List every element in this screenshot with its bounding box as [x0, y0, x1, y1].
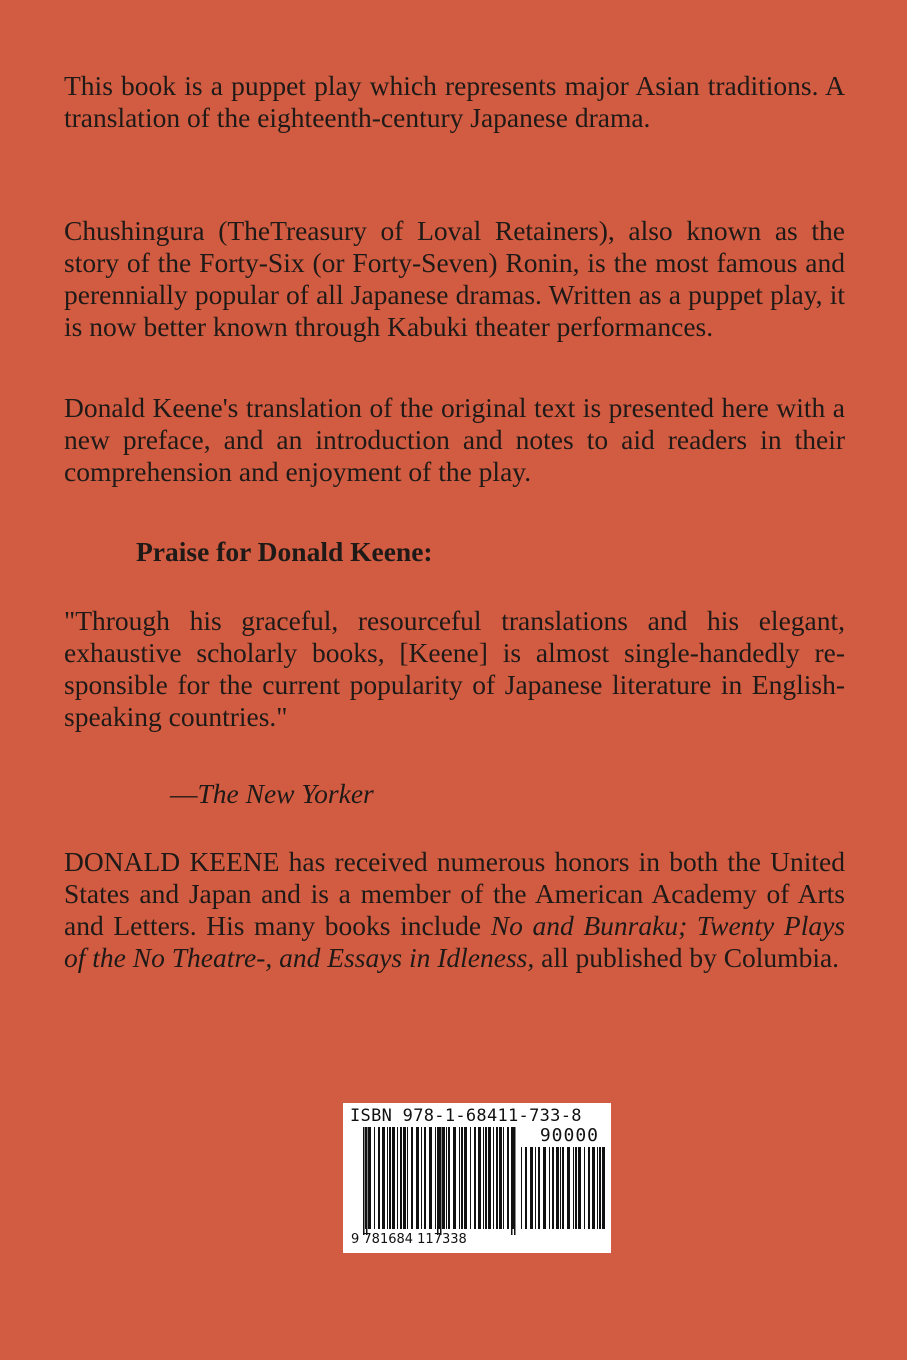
barcode-bar: [374, 1127, 375, 1229]
barcode-guard-bar: [363, 1127, 365, 1235]
barcode-bar: [530, 1147, 533, 1229]
barcode-bar: [448, 1127, 450, 1229]
barcode-bar: [464, 1127, 467, 1229]
barcode-bar: [573, 1147, 574, 1229]
barcode-bar: [435, 1127, 436, 1229]
barcode-bar: [496, 1127, 498, 1229]
barcode-bar: [389, 1127, 391, 1229]
barcode-guard-bar: [514, 1127, 516, 1235]
barcode-bar: [549, 1147, 550, 1229]
barcode-bar: [535, 1147, 536, 1229]
author-bio: [64, 846, 845, 974]
barcode-guard-bar: [440, 1127, 442, 1235]
barcode-bar: [387, 1127, 388, 1229]
barcode-bar: [556, 1147, 559, 1229]
barcode-bar: [453, 1127, 456, 1229]
barcode-bar: [424, 1127, 426, 1229]
barcode-bar: [488, 1127, 491, 1229]
barcode-bar: [421, 1127, 422, 1229]
description-paragraph-2: Chushingura (TheTreasury of Loval Retainers), also known as the story of the Forty-Six (or Forty-Seven) Ronin, is the most famous and perennially popular of all Japanese dramas. Written as a puppet play, it is now better known through Kabuki theater performances.: [64, 215, 845, 342]
barcode-guard-bar: [511, 1127, 513, 1235]
attribution-source: The New Yorker: [197, 778, 374, 809]
barcode-bar: [461, 1127, 463, 1229]
barcode-guard-bar: [437, 1127, 439, 1235]
barcode-bar: [442, 1127, 445, 1229]
barcode-bar: [560, 1147, 561, 1229]
barcode-bar: [407, 1127, 408, 1229]
barcode-bar: [578, 1147, 581, 1229]
praise-heading: Praise for Donald Keene:: [136, 536, 433, 567]
barcode-bar: [400, 1127, 402, 1229]
isbn-number: ISBN 978-1-68411-733-8: [350, 1106, 582, 1126]
description-paragraph-3: Donald Keene's translation of the original text is presented here with a new preface, and an introduction and notes to aid readers in their comprehension and enjoyment of the play.: [64, 392, 845, 487]
quote-attribution: [170, 778, 374, 810]
barcode-bar: [416, 1127, 419, 1229]
barcode-bar: [552, 1147, 554, 1229]
bio-book-titles: No and Bunraku; Twenty Plays of the No Theatre-, and Essays in Idleness,: [64, 910, 846, 973]
barcode-bar: [575, 1147, 577, 1229]
barcode-bar: [483, 1127, 484, 1229]
barcode-bar: [503, 1127, 504, 1229]
barcode-bar: [474, 1127, 476, 1229]
description-paragraph-1: This book is a puppet play which represents major Asian traditions. A translation of the eighteenth-century Japanese drama.: [64, 70, 845, 133]
barcode-bar: [411, 1127, 413, 1229]
barcode-digits: 9 781684 117338: [351, 1232, 467, 1247]
barcode-bar: [525, 1147, 527, 1229]
barcode-bar: [507, 1127, 509, 1229]
barcode-bar: [397, 1127, 398, 1229]
barcode-bar: [478, 1127, 481, 1229]
barcode-bar: [597, 1147, 598, 1229]
barcode-bar: [470, 1127, 471, 1229]
barcode-bar: [588, 1147, 590, 1229]
barcode-bar: [562, 1147, 564, 1229]
barcode-bar: [403, 1127, 406, 1229]
barcode-bar: [538, 1147, 540, 1229]
barcode-bar: [368, 1127, 371, 1229]
barcode-bar: [499, 1127, 502, 1229]
barcode-bar: [378, 1127, 380, 1229]
barcode-bar: [382, 1127, 385, 1229]
barcode-bar: [485, 1127, 487, 1229]
barcode-bar: [592, 1147, 595, 1229]
bio-text-start: DONALD KEENE has received numerous honors in both the United States and Japan and is a member of the American Academy of Arts and Letters. His many books include: [64, 846, 845, 941]
barcode-guard-bar: [366, 1127, 368, 1235]
bio-text-end: all published by Columbia.: [534, 942, 840, 973]
praise-quote: "Through his graceful, resourceful translations and his elegant, exhaustive scholarly books, [Keene] is almost single-handedly responsible for the current popularity of Japanese literature in English-speaking countries.": [64, 605, 845, 732]
barcode-bar: [567, 1147, 570, 1229]
barcode-bar: [602, 1147, 605, 1229]
barcode-bar: [392, 1127, 395, 1229]
barcode-bar: [599, 1147, 601, 1229]
attribution-dash: —: [170, 778, 198, 809]
barcode-bar: [521, 1147, 522, 1229]
barcode-bar: [446, 1127, 447, 1229]
barcode-bar: [459, 1127, 460, 1229]
barcode-bar: [493, 1127, 494, 1229]
barcode-bar: [429, 1127, 432, 1229]
barcode-price-code: 90000: [539, 1125, 599, 1146]
barcode-bar: [543, 1147, 546, 1229]
barcode-bar: [584, 1147, 585, 1229]
isbn-barcode: [343, 1103, 611, 1253]
